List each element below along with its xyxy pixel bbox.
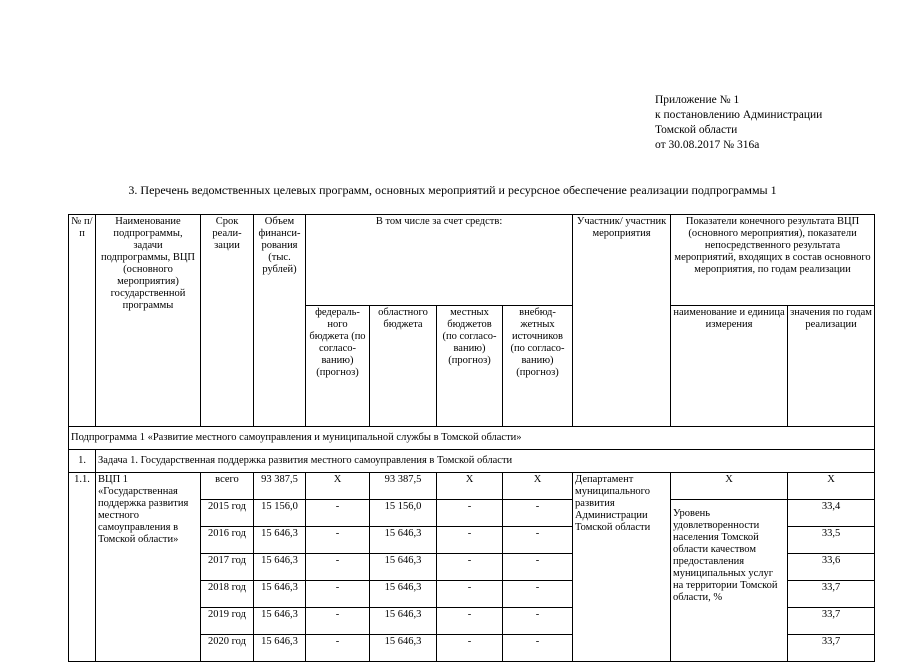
extra-cell: -	[503, 554, 573, 581]
term-cell: 2016 год	[201, 527, 254, 554]
program-table	[68, 214, 875, 662]
appendix-line: к постановлению Администрации	[655, 109, 823, 121]
extra-cell: -	[503, 527, 573, 554]
indicator-value-cell: 33,7	[788, 581, 875, 608]
header-name: Наименование подпрограммы, задачи подпрограммы, ВЦП (основного мероприятия) государственной программы	[96, 215, 201, 427]
local-cell: Х	[437, 473, 503, 500]
table-row	[69, 473, 875, 500]
header-regional: областного бюджета	[370, 306, 437, 427]
appendix-line: от 30.08.2017 № 316а	[655, 139, 760, 151]
appendix-line: Приложение № 1	[655, 94, 740, 106]
header-participant: Участник/ участник мероприятия	[573, 215, 671, 427]
participant-cell: Департамент муниципального развития Администрации Томской области	[573, 473, 671, 662]
regional-cell: 15 646,3	[370, 554, 437, 581]
item-number: 1.1.	[69, 473, 96, 662]
local-cell: -	[437, 581, 503, 608]
task-title: Задача 1. Государственная поддержка развития местного самоуправления в Томской области	[96, 450, 875, 473]
header-term: Срок реали-зации	[201, 215, 254, 427]
extra-cell: Х	[503, 473, 573, 500]
header-indicator-value: значения по годам реализации	[788, 306, 875, 427]
header-federal: федераль-ного бюджета (по согласо-ванию) (прогноз)	[306, 306, 370, 427]
extra-cell: -	[503, 608, 573, 635]
appendix-line: Томской области	[655, 124, 738, 136]
task-number: 1.	[69, 450, 96, 473]
header-including: В том числе за счет средств:	[306, 215, 573, 306]
federal-cell: -	[306, 581, 370, 608]
volume-cell: 15 646,3	[254, 608, 306, 635]
volume-cell: 15 156,0	[254, 500, 306, 527]
volume-cell: 15 646,3	[254, 635, 306, 662]
term-cell: всего	[201, 473, 254, 500]
term-cell: 2017 год	[201, 554, 254, 581]
volume-cell: 15 646,3	[254, 554, 306, 581]
subprogram-title: Подпрограмма 1 «Развитие местного самоуправления и муниципальной службы в Томской области»	[69, 427, 875, 450]
volume-cell: 93 387,5	[254, 473, 306, 500]
local-cell: -	[437, 554, 503, 581]
volume-cell: 15 646,3	[254, 527, 306, 554]
regional-cell: 93 387,5	[370, 473, 437, 500]
document-title: 3. Перечень ведомственных целевых программ, основных мероприятий и ресурсное обеспечение реализации подпрограммы 1	[128, 183, 777, 197]
local-cell: -	[437, 635, 503, 662]
indicator-name-cell: Уровень удовлетворенности населения Томской области качеством предоставления муниципальных услуг на территории Томской области, %	[671, 500, 788, 662]
regional-cell: 15 646,3	[370, 581, 437, 608]
federal-cell: Х	[306, 473, 370, 500]
regional-cell: 15 646,3	[370, 527, 437, 554]
federal-cell: -	[306, 554, 370, 581]
extra-cell: -	[503, 581, 573, 608]
local-cell: -	[437, 527, 503, 554]
indicator-name-total: Х	[671, 473, 788, 500]
appendix-block	[655, 93, 822, 153]
header-indicator-name: наименование и единица измерения	[671, 306, 788, 427]
extra-cell: -	[503, 500, 573, 527]
header-local: местных бюджетов (по согласо-ванию) (прогноз)	[437, 306, 503, 427]
regional-cell: 15 646,3	[370, 608, 437, 635]
header-indicators: Показатели конечного результата ВЦП (основного мероприятия), показатели непосредственного результата мероприятий, входящих в состав основного мероприятия, по годам реализации	[671, 215, 875, 306]
local-cell: -	[437, 608, 503, 635]
task-row	[69, 450, 875, 473]
federal-cell: -	[306, 527, 370, 554]
federal-cell: -	[306, 635, 370, 662]
indicator-value-cell: 33,4	[788, 500, 875, 527]
term-cell: 2018 год	[201, 581, 254, 608]
indicator-value-cell: 33,7	[788, 635, 875, 662]
term-cell: 2019 год	[201, 608, 254, 635]
subprogram-row	[69, 427, 875, 450]
indicator-value-cell: 33,6	[788, 554, 875, 581]
volume-cell: 15 646,3	[254, 581, 306, 608]
term-cell: 2015 год	[201, 500, 254, 527]
federal-cell: -	[306, 500, 370, 527]
header-num: № п/п	[69, 215, 96, 427]
indicator-value-cell: 33,7	[788, 608, 875, 635]
regional-cell: 15 646,3	[370, 635, 437, 662]
local-cell: -	[437, 500, 503, 527]
item-name: ВЦП 1 «Государственная поддержка развития местного самоуправления в Томской области»	[96, 473, 201, 662]
regional-cell: 15 156,0	[370, 500, 437, 527]
federal-cell: -	[306, 608, 370, 635]
term-cell: 2020 год	[201, 635, 254, 662]
header-extra: внебюд-жетных источников (по согласо-ванию) (прогноз)	[503, 306, 573, 427]
indicator-value-cell: 33,5	[788, 527, 875, 554]
indicator-value-total: Х	[788, 473, 875, 500]
header-volume: Объем финанси-рования (тыс. рублей)	[254, 215, 306, 427]
extra-cell: -	[503, 635, 573, 662]
header-row	[69, 215, 875, 306]
